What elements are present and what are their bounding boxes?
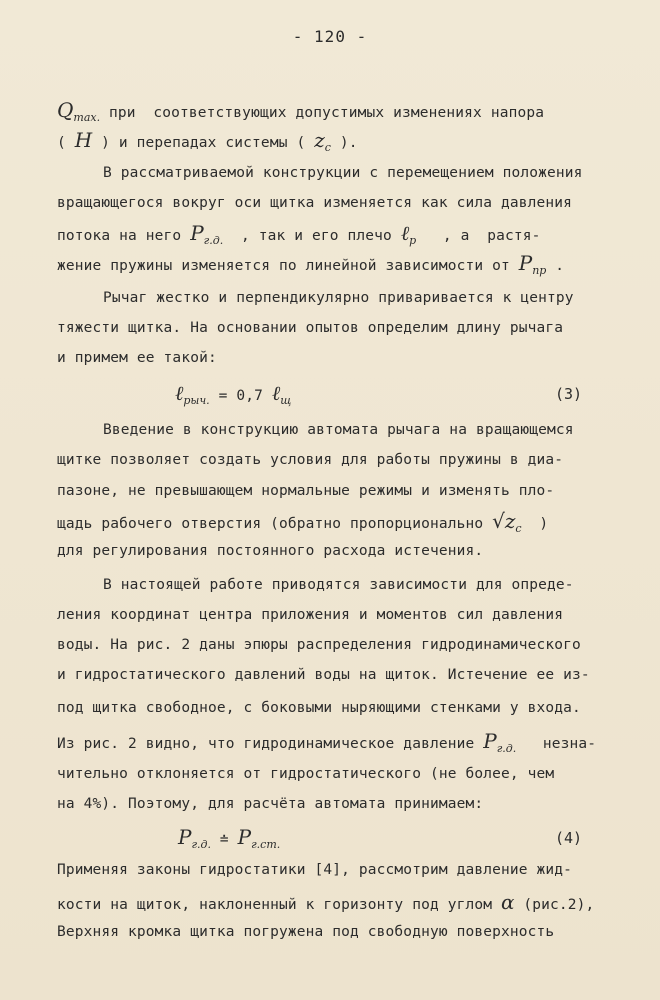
formula-symbol: ℓ — [175, 381, 184, 405]
formula-subscript: пр — [532, 263, 547, 277]
line-text: ( — [57, 135, 75, 151]
line-text: Из рис. 2 видно, что гидродинамическое давление — [57, 736, 484, 752]
text-line-5 — [57, 223, 541, 251]
formula-subscript: г.д. — [496, 741, 517, 755]
equation-number-4: (4) — [555, 829, 583, 847]
formula-subscript: c — [324, 140, 331, 154]
formula-symbol: P — [190, 221, 204, 245]
equation-4 — [178, 827, 280, 855]
formula-symbol: z — [314, 128, 325, 152]
text-line-21: чительно отклоняется от гидростатического (не более, чем — [57, 766, 555, 782]
line-text: , так и его плечо — [223, 228, 401, 244]
text-line-16: ления координат центра приложения и моментов сил давления — [57, 607, 564, 623]
line-text: ≐ — [211, 832, 238, 848]
page-number: - 120 - — [292, 27, 368, 46]
formula-subscript: г.ст. — [251, 837, 281, 851]
text-line-25: Верхняя кромка щитка погружена под свободную поверхность — [57, 924, 555, 940]
line-text: = 0,7 — [209, 388, 272, 404]
line-text: потока на него — [57, 228, 191, 244]
formula-subscript: р — [409, 233, 417, 247]
formula-subscript: щ — [280, 393, 292, 407]
text-line-19: под щитка свободное, с боковыми ныряющими стенками у входа. — [57, 700, 581, 716]
formula-symbol: P — [237, 825, 252, 849]
text-line-18: и гидростатического давлений воды на щиток. Истечение ее из- — [57, 667, 590, 683]
line-text: ) и перепадах системы ( — [92, 135, 315, 151]
text-line-20 — [57, 731, 596, 759]
equation-3 — [175, 383, 291, 411]
formula-symbol: P — [518, 251, 533, 275]
text-line-2 — [57, 130, 358, 158]
line-text: ) — [521, 516, 549, 532]
line-text: кости на щиток, наклоненный к горизонту под углом — [57, 897, 501, 913]
formula-symbol: Q — [57, 98, 74, 122]
text-line-17: воды. На рис. 2 даны эпюры распределения гидродинамического — [57, 637, 581, 653]
text-line-6 — [57, 253, 564, 281]
formula-symbol: ℓ — [271, 381, 281, 405]
line-text: , а растя- — [416, 228, 541, 244]
formula-subscript: рыч. — [183, 393, 210, 407]
formula-subscript: г.д. — [191, 837, 211, 851]
text-line-10: Введение в конструкцию автомата рычага на вращающемся — [103, 422, 574, 438]
text-line-7: Рычаг жестко и перпендикулярно приваривается к центру — [103, 290, 574, 306]
line-text: незна- — [516, 736, 597, 752]
formula-subscript: c — [515, 521, 522, 535]
formula-symbol: P — [483, 729, 497, 753]
text-line-8: тяжести щитка. На основании опытов определим длину рычага — [57, 320, 564, 336]
formula-symbol: P — [178, 825, 192, 849]
text-line-9: и примем ее такой: — [57, 350, 217, 366]
line-text: (рис.2), — [514, 897, 595, 913]
text-line-15: В настоящей работе приводятся зависимости для опреде- — [103, 577, 574, 593]
equation-number-3: (3) — [555, 385, 583, 403]
text-line-23: Применяя законы гидростатики [4], рассмотрим давление жид- — [57, 862, 573, 878]
formula-symbol: H — [74, 128, 93, 152]
text-line-11: щитке позволяет создать условия для работы пружины в диа- — [57, 452, 564, 468]
formula-symbol: α — [501, 890, 515, 914]
formula-subscript: max. — [73, 110, 101, 124]
line-text: щадь рабочего отверстия (обратно пропорционально — [57, 516, 493, 532]
text-line-24 — [57, 892, 594, 915]
formula-symbol: √z — [492, 509, 516, 533]
text-line-14: для регулирования постоянного расхода истечения. — [57, 543, 484, 559]
line-text: ). — [330, 135, 358, 151]
text-line-4: вращающегося вокруг оси щитка изменяется как сила давления — [57, 195, 573, 211]
line-text: жение пружины изменяется по линейной зависимости от — [57, 258, 519, 274]
formula-subscript: г.д. — [203, 233, 224, 247]
text-line-1 — [57, 100, 544, 128]
text-line-3: В рассматриваемой конструкции с перемещением положения — [103, 165, 583, 181]
text-line-22: на 4%). Поэтому, для расчёта автомата принимаем: — [57, 796, 484, 812]
formula-symbol: ℓ — [400, 221, 410, 245]
line-text: . — [546, 258, 565, 274]
line-text: при соответствующих допустимых изменениях напора — [100, 105, 545, 121]
text-line-13 — [57, 511, 548, 539]
text-line-12: пазоне, не превышающем нормальные режимы и изменять пло- — [57, 483, 555, 499]
